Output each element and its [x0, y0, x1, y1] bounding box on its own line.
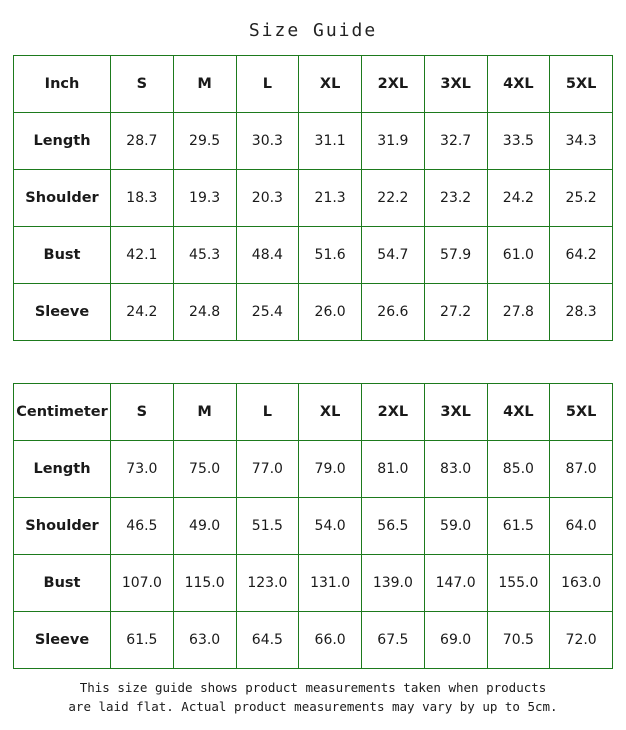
- cell-sleeve-5xl: 72.0: [550, 612, 613, 669]
- row-label-length: Length: [14, 113, 111, 170]
- cell-sleeve-s: 24.2: [111, 284, 174, 341]
- cell-sleeve-5xl: 28.3: [550, 284, 613, 341]
- row-label-sleeve: Sleeve: [14, 284, 111, 341]
- cell-sleeve-4xl: 27.8: [487, 284, 550, 341]
- cell-bust-m: 115.0: [173, 555, 236, 612]
- table-spacer: [0, 341, 626, 383]
- cell-sleeve-4xl: 70.5: [487, 612, 550, 669]
- cell-sleeve-l: 25.4: [236, 284, 299, 341]
- cell-length-m: 29.5: [173, 113, 236, 170]
- cell-bust-5xl: 163.0: [550, 555, 613, 612]
- page-title: Size Guide: [248, 20, 378, 41]
- size-header-l: L: [236, 384, 299, 441]
- cell-length-xl: 31.1: [299, 113, 362, 170]
- cell-bust-s: 107.0: [111, 555, 174, 612]
- cell-shoulder-2xl: 22.2: [362, 170, 425, 227]
- cell-bust-l: 123.0: [236, 555, 299, 612]
- table-header-row: [14, 384, 613, 441]
- cell-bust-4xl: 155.0: [487, 555, 550, 612]
- footnote-line-2: are laid flat. Actual product measurements may vary by up to 5cm.: [68, 699, 558, 714]
- cell-sleeve-l: 64.5: [236, 612, 299, 669]
- cell-length-s: 73.0: [111, 441, 174, 498]
- size-header-3xl: 3XL: [424, 384, 487, 441]
- footnote: [0, 678, 626, 716]
- size-header-xl: XL: [299, 384, 362, 441]
- row-label-sleeve: Sleeve: [14, 612, 111, 669]
- cell-length-m: 75.0: [173, 441, 236, 498]
- table-row: [14, 284, 613, 341]
- row-label-bust: Bust: [14, 227, 111, 284]
- cell-bust-2xl: 54.7: [362, 227, 425, 284]
- cell-shoulder-xl: 21.3: [299, 170, 362, 227]
- footnote-line-1: This size guide shows product measurements taken when products: [79, 680, 547, 695]
- cell-length-2xl: 31.9: [362, 113, 425, 170]
- cell-bust-3xl: 147.0: [424, 555, 487, 612]
- size-header-3xl: 3XL: [424, 56, 487, 113]
- cell-bust-xl: 51.6: [299, 227, 362, 284]
- table-row: [14, 555, 613, 612]
- size-header-5xl: 5XL: [550, 384, 613, 441]
- size-header-4xl: 4XL: [487, 56, 550, 113]
- table-row: [14, 113, 613, 170]
- cell-shoulder-l: 20.3: [236, 170, 299, 227]
- cell-bust-l: 48.4: [236, 227, 299, 284]
- cell-bust-3xl: 57.9: [424, 227, 487, 284]
- cell-length-l: 77.0: [236, 441, 299, 498]
- cell-sleeve-xl: 26.0: [299, 284, 362, 341]
- cell-shoulder-m: 19.3: [173, 170, 236, 227]
- cell-shoulder-s: 18.3: [111, 170, 174, 227]
- size-table-centimeter: [13, 383, 613, 669]
- cell-shoulder-l: 51.5: [236, 498, 299, 555]
- cell-shoulder-3xl: 23.2: [424, 170, 487, 227]
- cell-length-xl: 79.0: [299, 441, 362, 498]
- size-header-4xl: 4XL: [487, 384, 550, 441]
- cell-bust-4xl: 61.0: [487, 227, 550, 284]
- cell-length-4xl: 85.0: [487, 441, 550, 498]
- unit-label-centimeter: Centimeter: [14, 384, 111, 441]
- cell-shoulder-4xl: 61.5: [487, 498, 550, 555]
- cell-sleeve-s: 61.5: [111, 612, 174, 669]
- cell-shoulder-5xl: 64.0: [550, 498, 613, 555]
- cell-bust-5xl: 64.2: [550, 227, 613, 284]
- unit-label-inch: Inch: [14, 56, 111, 113]
- cell-length-l: 30.3: [236, 113, 299, 170]
- row-label-shoulder: Shoulder: [14, 498, 111, 555]
- size-header-s: S: [111, 384, 174, 441]
- table-row: [14, 170, 613, 227]
- cell-length-3xl: 32.7: [424, 113, 487, 170]
- cell-sleeve-xl: 66.0: [299, 612, 362, 669]
- cell-length-5xl: 34.3: [550, 113, 613, 170]
- size-header-5xl: 5XL: [550, 56, 613, 113]
- table-row: [14, 227, 613, 284]
- row-label-bust: Bust: [14, 555, 111, 612]
- size-header-2xl: 2XL: [362, 56, 425, 113]
- cell-sleeve-3xl: 27.2: [424, 284, 487, 341]
- cell-bust-s: 42.1: [111, 227, 174, 284]
- cell-sleeve-m: 24.8: [173, 284, 236, 341]
- cell-length-5xl: 87.0: [550, 441, 613, 498]
- size-header-2xl: 2XL: [362, 384, 425, 441]
- row-label-shoulder: Shoulder: [14, 170, 111, 227]
- table-row: [14, 612, 613, 669]
- table-header-row: [14, 56, 613, 113]
- cell-shoulder-4xl: 24.2: [487, 170, 550, 227]
- cell-bust-m: 45.3: [173, 227, 236, 284]
- cell-length-2xl: 81.0: [362, 441, 425, 498]
- cell-shoulder-5xl: 25.2: [550, 170, 613, 227]
- cell-shoulder-2xl: 56.5: [362, 498, 425, 555]
- size-header-m: M: [173, 56, 236, 113]
- cell-shoulder-xl: 54.0: [299, 498, 362, 555]
- cell-shoulder-m: 49.0: [173, 498, 236, 555]
- table-row: [14, 441, 613, 498]
- size-header-xl: XL: [299, 56, 362, 113]
- cell-shoulder-3xl: 59.0: [424, 498, 487, 555]
- cell-sleeve-2xl: 67.5: [362, 612, 425, 669]
- cell-sleeve-2xl: 26.6: [362, 284, 425, 341]
- cell-length-s: 28.7: [111, 113, 174, 170]
- cell-shoulder-s: 46.5: [111, 498, 174, 555]
- size-header-m: M: [173, 384, 236, 441]
- cell-sleeve-3xl: 69.0: [424, 612, 487, 669]
- size-table-inch: [13, 55, 613, 341]
- size-header-l: L: [236, 56, 299, 113]
- cell-length-4xl: 33.5: [487, 113, 550, 170]
- table-row: [14, 498, 613, 555]
- cell-sleeve-m: 63.0: [173, 612, 236, 669]
- row-label-length: Length: [14, 441, 111, 498]
- cell-bust-xl: 131.0: [299, 555, 362, 612]
- cell-bust-2xl: 139.0: [362, 555, 425, 612]
- size-header-s: S: [111, 56, 174, 113]
- cell-length-3xl: 83.0: [424, 441, 487, 498]
